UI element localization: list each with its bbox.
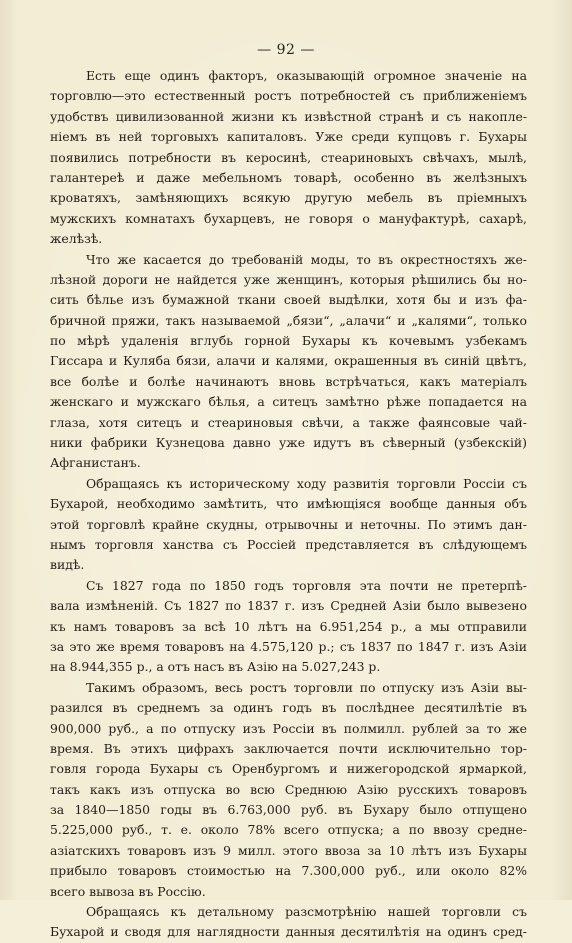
text-line: Съ 1827 года по 1850 годъ торговля эта почти не претерпѣ- (86, 577, 527, 593)
text-line: появились потребности въ керосинѣ, стеариновыхъ свѣчахъ, мылѣ, (50, 149, 527, 165)
text-line: Что же касается до требованій моды, то въ окрестностяхъ же- (86, 251, 527, 267)
text-line: Бухарой, необходимо замѣтить, что имѣющіяся вообще данныя объ (50, 496, 527, 512)
text-line: Есть еще одинъ факторъ, оказывающій огромное значеніе на (86, 68, 527, 83)
body-text (50, 66, 527, 943)
text-line: на 8.944,355 р., а отъ насъ въ Азію на 5.027,243 р. (50, 659, 381, 675)
text-line: Обращаясь къ историческому ходу развитія торговли Россіи съ (86, 475, 527, 491)
text-line: Афганистанъ. (50, 455, 141, 471)
text-line: прибыло товаровъ стоимостью на 7.300,000 руб., или около 82% (50, 863, 527, 879)
text-line: лѣзной дороги не найдется уже женщинъ, которыя рѣшились бы но- (50, 271, 527, 287)
page-number: — 92 — (257, 42, 315, 58)
text-line: кроватяхъ, замѣняющихъ всякую другую мебель въ пріемныхъ (50, 190, 527, 206)
text-line: мужскихъ комнатахъ бухарцевъ, не говоря о мануфактурѣ, сахарѣ, (50, 210, 527, 226)
text-line: разился въ среднемъ за одинъ годъ въ послѣднее десятилѣтіе въ (50, 700, 527, 716)
paragraph (50, 678, 527, 902)
text-line: время. Въ этихъ цифрахъ заключается почти исключительно тор- (50, 740, 527, 756)
text-line: за это же время товаровъ на 4.575,120 р.; съ 1837 по 1847 г. изъ Азіи (50, 638, 527, 654)
text-line: вала измѣненій. Съ 1827 по 1837 г. изъ Средней Азіи было вывезено (50, 598, 527, 614)
text-line: глаза, хотя ситецъ и стеариновыя свѣчи, а также фаянсовые чай- (50, 414, 527, 430)
text-line: 5.225,000 руб., т. е. около 78% всего отпуска; а по ввозу средне- (50, 822, 527, 838)
paragraph (50, 902, 527, 943)
text-line: этой торговлѣ крайне скудны, отрывочны и неточны. По этимъ дан- (50, 516, 527, 532)
text-line: видѣ. (50, 557, 85, 573)
text-line: женскаго и мужскаго бѣлья, а ситецъ замѣтно рѣже попадается на (50, 394, 527, 410)
text-line: Обращаясь къ детальному разсмотрѣнію нашей торговли съ (86, 904, 527, 920)
paragraph (50, 474, 527, 576)
text-line: галантереѣ и даже мебельномъ товарѣ, особенно въ желѣзныхъ (50, 169, 527, 185)
text-line: всего вывоза въ Россію. (50, 883, 206, 899)
text-line: сить бѣлье изъ бумажной ткани своей выдѣлки, хотя бы и изъ фа- (50, 292, 527, 308)
text-line: нымъ торговля ханства съ Россіей представляется въ слѣдующемъ (50, 536, 527, 552)
text-line: говля города Бухары съ Оренбургомъ и нижегородской ярмаркой, (50, 761, 527, 777)
paragraph (50, 66, 527, 250)
text-line: такъ какъ изъ отпуска во всю Среднюю Азію русскихъ товаровъ (50, 781, 527, 797)
paragraph (50, 576, 527, 678)
text-line: ники фабрики Кузнецова давно уже идутъ въ сѣверный (узбекскій) (50, 435, 527, 451)
text-line: торговлю—это естественный ростъ потребностей съ приближеніемъ (50, 88, 527, 104)
text-line: Гиссара и Куляба бязи, алачи и калями, окрашенныя въ синій цвѣтъ, (50, 353, 527, 369)
text-line: бричной пряжи, такъ называемой „бязи“, „алачи“ и „калями“, только (50, 312, 527, 328)
text-line: Такимъ образомъ, весь ростъ торговли по отпуску изъ Азіи вы- (86, 679, 527, 695)
text-line: по мѣрѣ удаленія вглубь горной Бухары къ кочевымъ узбекамъ (50, 333, 527, 349)
text-line: удобствъ цивилизованной жизни къ извѣстной странѣ и съ накопле- (50, 108, 527, 124)
text-line: къ намъ товаровъ за всѣ 10 лѣтъ на 6.951,254 р., а мы отправили (50, 618, 527, 634)
paragraph (50, 250, 527, 474)
text-line: желѣзѣ. (50, 231, 103, 247)
text-line: 900,000 руб., а по отпуску изъ Россіи въ полмилл. рублей за то же (50, 720, 527, 736)
text-line: Бухарой и сводя для наглядности данныя десятилѣтія на одинъ сред- (50, 924, 527, 940)
text-line: за 1840—1850 годы въ 6.763,000 руб. въ Бухару было отпущено (50, 802, 527, 818)
text-line: азіатскихъ товаровъ изъ 9 милл. этого ввоза за 10 лѣтъ изъ Бухары (50, 842, 527, 858)
text-line: ніемъ въ ней торговыхъ капиталовъ. Уже среди купцовъ г. Бухары (50, 129, 527, 145)
text-line: все болѣе и болѣе начинаютъ вновь встрѣчаться, какъ матеріалъ (50, 373, 527, 389)
